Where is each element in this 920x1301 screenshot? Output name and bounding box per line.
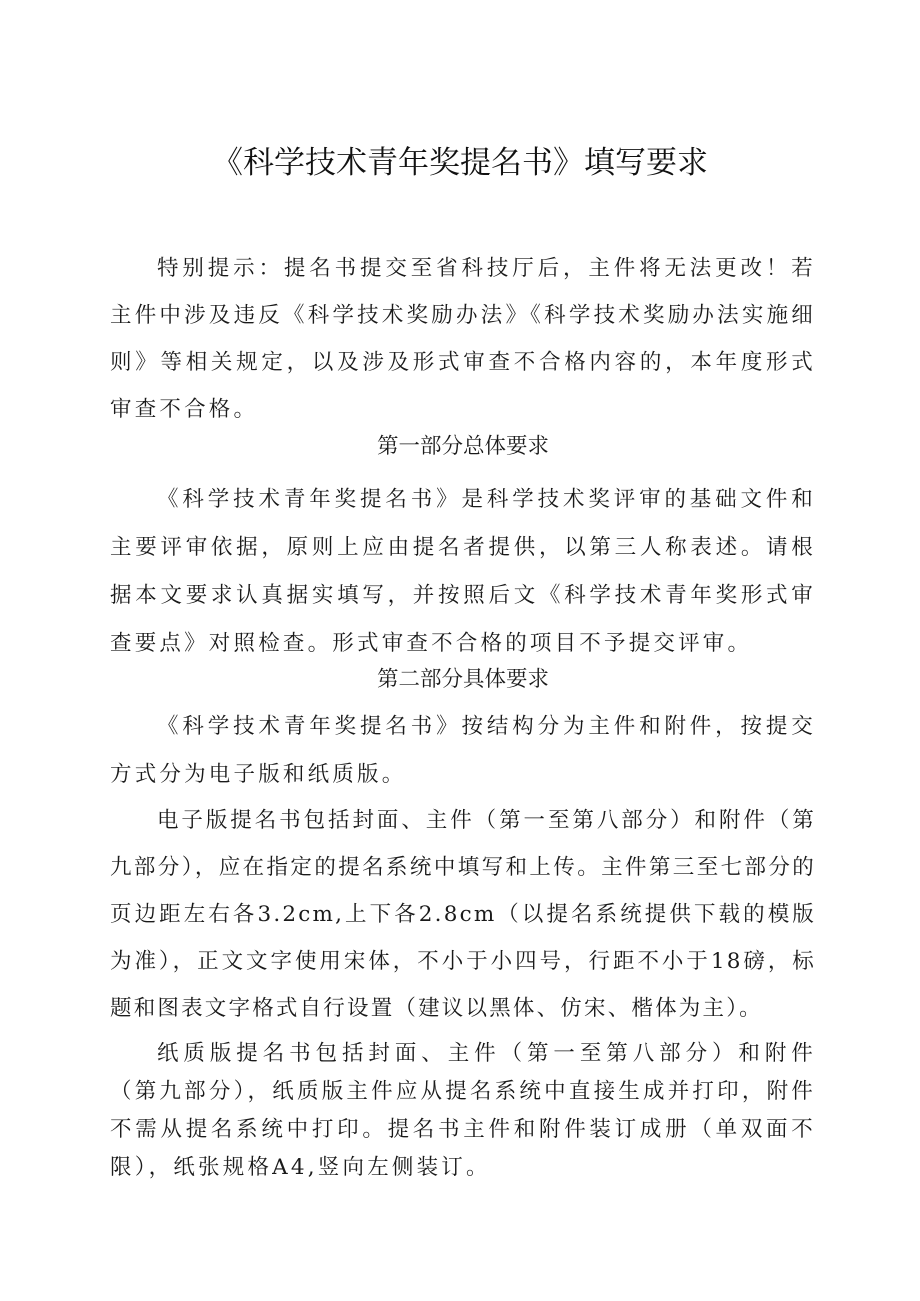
special-notice-paragraph: 特别提示：提名书提交至省科技厅后，主件将无法更改！若主件中涉及违反《科学技术奖励办法》《科学技术奖励办法实施细则》等相关规定，以及涉及形式审查不合格内容的，本年度形式审查不合格。 xyxy=(110,256,816,422)
part2-paragraph-electronic: 电子版提名书包括封面、主件（第一至第八部分）和附件（第九部分），应在指定的提名系统中填写和上传。主件第三至七部分的页边距左右各3.2cm,上下各2.8cm（以提名系统提供下载的模版为准），正文文字使用宋体，不小于小四号，行距不小于18磅，标题和图表文字格式自行设置（建议以黑体、仿宋、楷体为主）。 xyxy=(110,808,816,1021)
part2-paragraph-structure: 《科学技术青年奖提名书》按结构分为主件和附件，按提交方式分为电子版和纸质版。 xyxy=(110,714,816,787)
part1-heading: 第一部分总体要求 xyxy=(376,434,549,459)
document-title: 《科学技术青年奖提名书》填写要求 xyxy=(212,145,708,181)
part1-paragraph: 《科学技术青年奖提名书》是科学技术奖评审的基础文件和主要评审依据，原则上应由提名者提供，以第三人称表述。请根据本文要求认真据实填写，并按照后文《科学技术青年奖形式审查要点》对照检查。形式审查不合格的项目不予提交评审。 xyxy=(110,487,816,656)
part2-paragraph-paper: 纸质版提名书包括封面、主件（第一至第八部分）和附件（第九部分），纸质版主件应从提名系统中直接生成并打印，附件不需从提名系统中打印。提名书主件和附件装订成册（单双面不限），纸张规格A4,竖向左侧装订。 xyxy=(110,1041,816,1180)
part2-heading: 第二部分具体要求 xyxy=(376,667,549,692)
